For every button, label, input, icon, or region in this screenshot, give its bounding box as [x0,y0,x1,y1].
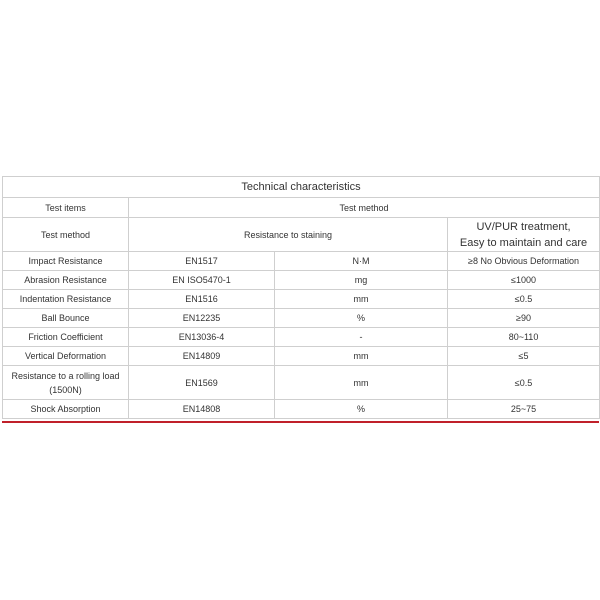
row-unit: % [275,400,448,419]
table-title: Technical characteristics [3,177,600,198]
row-item: Abrasion Resistance [3,271,129,290]
row-value: ≤0.5 [448,290,600,309]
row-standard: EN14808 [129,400,275,419]
row-value: ≥90 [448,309,600,328]
header-test-method: Test method [129,198,600,218]
row-item: Friction Coefficient [3,328,129,347]
table-title-row [3,177,600,198]
row-item: Vertical Deformation [3,347,129,366]
row-item-line-1: Resistance to a rolling load [11,370,120,381]
row-standard: EN13036-4 [129,328,275,347]
treatment-cell [448,218,600,252]
row-standard: EN ISO5470-1 [129,271,275,290]
row-item: Ball Bounce [3,309,129,328]
row-value: ≤1000 [448,271,600,290]
row-value: 25~75 [448,400,600,419]
row-item-line-2: (1500N) [49,384,82,395]
table-row [3,290,600,309]
row-unit: % [275,309,448,328]
row-item: Impact Resistance [3,252,129,271]
spec-table-container [2,176,599,419]
table-row [3,400,600,419]
table-row [3,252,600,271]
header-test-items: Test items [3,198,129,218]
treatment-line-1: UV/PUR treatment, [476,220,571,233]
row-item [3,366,129,400]
row-value: ≤0.5 [448,366,600,400]
row-standard: EN1569 [129,366,275,400]
row-value: ≤5 [448,347,600,366]
row-value: ≥8 No Obvious Deformation [448,252,600,271]
test-method-label: Test method [3,218,129,252]
row-value: 80~110 [448,328,600,347]
row-standard: EN1517 [129,252,275,271]
row-unit: - [275,328,448,347]
row-standard: EN14809 [129,347,275,366]
row-item: Indentation Resistance [3,290,129,309]
row-unit: mg [275,271,448,290]
table-row [3,271,600,290]
test-method-row [3,218,600,252]
row-standard: EN1516 [129,290,275,309]
table-header-row [3,198,600,218]
technical-characteristics-table [2,176,600,419]
table-row [3,309,600,328]
accent-divider [2,421,599,423]
stain-resistance-cell: Resistance to staining [129,218,448,252]
row-unit: mm [275,366,448,400]
row-unit: N·M [275,252,448,271]
table-row [3,366,600,400]
treatment-line-2: Easy to maintain and care [459,236,588,249]
row-unit: mm [275,290,448,309]
row-standard: EN12235 [129,309,275,328]
row-unit: mm [275,347,448,366]
row-item: Shock Absorption [3,400,129,419]
table-row [3,347,600,366]
table-row [3,328,600,347]
